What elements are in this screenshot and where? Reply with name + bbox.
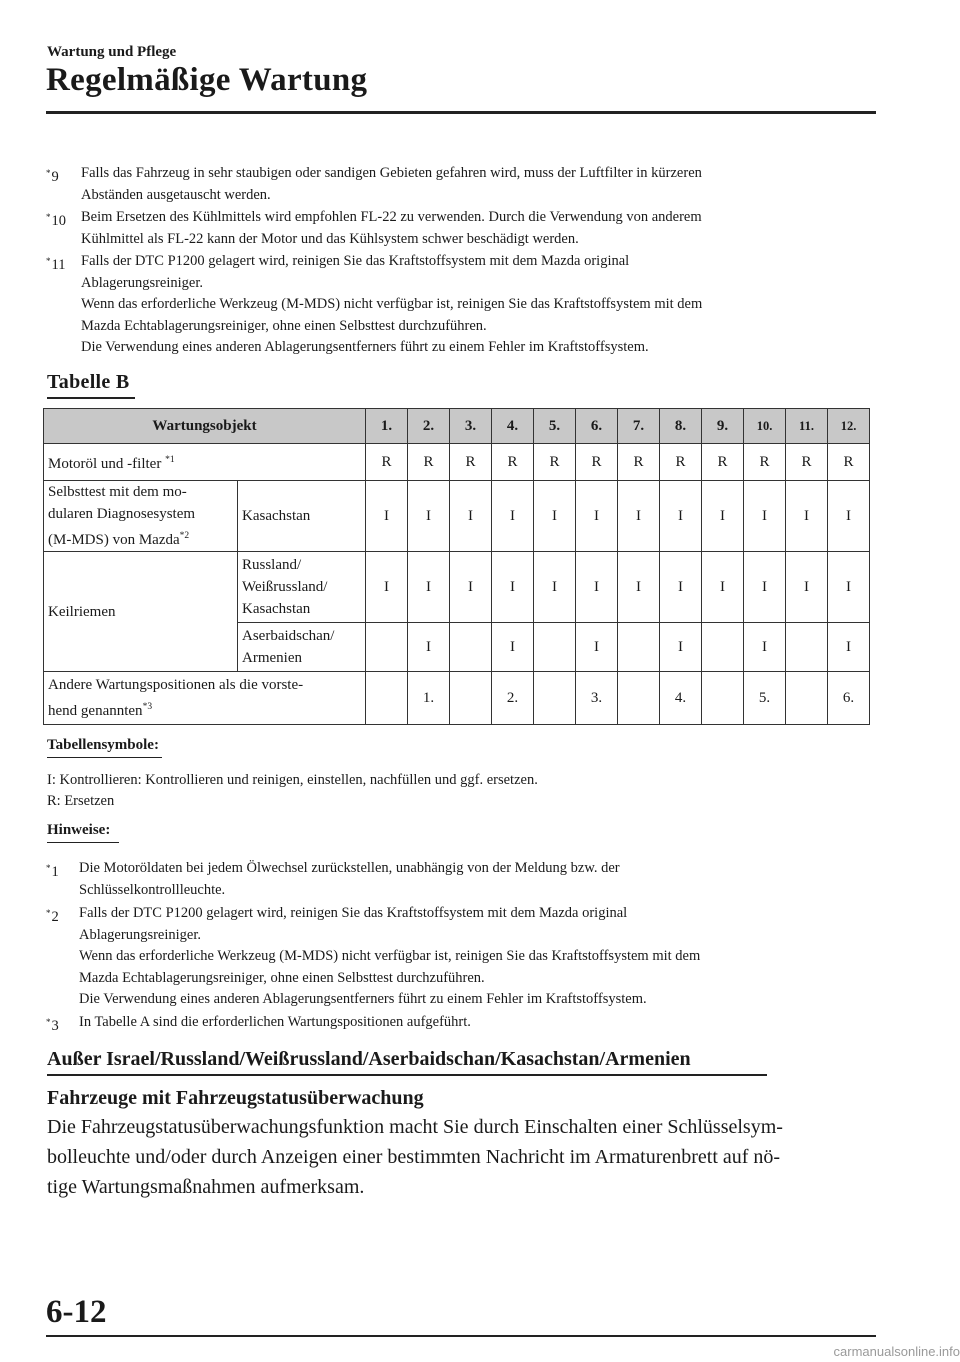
table-cell: I (618, 552, 660, 623)
table-cell: 1. (408, 672, 450, 725)
table-cell: 4. (660, 672, 702, 725)
table-cell (534, 672, 576, 725)
symbols-list: I: Kontrollieren: Kontrollieren und reinigen, einstellen, nachfüllen und ggf. ersetzen. R: Ersetzen (47, 772, 538, 809)
table-header-row (44, 409, 870, 444)
table-cell (786, 623, 828, 672)
table-cell: I (450, 552, 492, 623)
symbols-underline (47, 757, 162, 758)
table-cell: I (744, 552, 786, 623)
header-cell: 10. (744, 409, 786, 444)
table-cell (702, 672, 744, 725)
table-cell (450, 623, 492, 672)
notes-underline (47, 842, 119, 843)
row-label: Selbsttest mit dem mo- dularen Diagnosesystem (M-MDS) von Mazda$^{*2}$ (44, 481, 238, 552)
table-cell: R (492, 444, 534, 481)
table-cell: R (618, 444, 660, 481)
row-label: Motoröl und -filter $^{*1}$ (44, 444, 366, 481)
footnote-10: *10 Beim Ersetzen des Kühlmittels wird empfohlen FL-22 zu verwenden. Durch die Verwendung von anderem Kühlmittel als FL-22 kann der Motor und das Kühlsystem schwer beschädigt werden. (46, 209, 702, 247)
table-cell: I (492, 623, 534, 672)
table-row (44, 552, 870, 623)
table-cell: I (408, 623, 450, 672)
notes-heading: Hinweise: (47, 822, 111, 838)
symbols-heading: Tabellensymbole: (47, 737, 159, 753)
vehicle-paragraph: Die Fahrzeugstatusüberwachungsfunktion macht Sie durch Einschalten einer Schlüsselsym- bolleuchte und/oder durch Anzeigen einer bestimmten Nachricht im Armaturenbrett auf nö- tige Wartungsmaßnahmen aufmerksam. (47, 1116, 783, 1198)
region-heading: Außer Israel/Russland/Weißrussland/Aserbaidschan/Kasachstan/Armenien (47, 1048, 691, 1070)
table-cell: R (408, 444, 450, 481)
table-cell (534, 623, 576, 672)
region-underline (47, 1074, 767, 1076)
page-number: 6-12 (46, 1294, 107, 1330)
table-cell: R (828, 444, 870, 481)
header-cell: 6. (576, 409, 618, 444)
table-cell: I (660, 552, 702, 623)
table-cell: I (786, 481, 828, 552)
table-cell: I (534, 552, 576, 623)
table-b-underline (47, 397, 135, 399)
table-cell: I (534, 481, 576, 552)
footnote-11: *11 Falls der DTC P1200 gelagert wird, reinigen Sie das Kraftstoffsystem mit dem Mazda original Ablagerungsreiniger. Wenn das erforderliche Werkzeug (M-MDS) nicht verfügbar ist, reinigen Sie das Kraftstoffsystem mit dem Mazda Echtablagerungsreiniger, ohne einen Selbsttest durchzuführen. Die Verwendung eines anderen Ablagerungsentferners führt zu einem Fehler im Kraftstoffsystem. (46, 253, 703, 355)
table-cell: 5. (744, 672, 786, 725)
vehicle-heading: Fahrzeuge mit Fahrzeugstatusüberwachung (47, 1087, 424, 1109)
table-cell: I (366, 481, 408, 552)
row-sublabel: Aserbaidschan/ Armenien (238, 623, 366, 672)
table-cell: I (702, 481, 744, 552)
table-cell: I (786, 552, 828, 623)
table-cell: 2. (492, 672, 534, 725)
table-cell (786, 672, 828, 725)
table-cell: R (450, 444, 492, 481)
header-cell: 8. (660, 409, 702, 444)
note-2: *2 Falls der DTC P1200 gelagert wird, reinigen Sie das Kraftstoffsystem mit dem Mazda original Ablagerungsreiniger. Wenn das erforderliche Werkzeug (M-MDS) nicht verfügbar ist, reinigen Sie das Kraftstoffsystem mit dem Mazda Echtablagerungsreiniger, ohne einen Selbsttest durchzuführen. Die Verwendung eines anderen Ablagerungsentferners führt zu einem Fehler im Kraftstoffsystem. (46, 905, 701, 1007)
header-cell: 3. (450, 409, 492, 444)
table-cell: R (660, 444, 702, 481)
table-cell (618, 623, 660, 672)
table-cell: I (450, 481, 492, 552)
table-cell: I (576, 481, 618, 552)
table-cell: I (828, 552, 870, 623)
table-cell: I (744, 623, 786, 672)
table-cell: I (576, 623, 618, 672)
table-cell: I (492, 552, 534, 623)
table-cell: R (534, 444, 576, 481)
table-cell: R (576, 444, 618, 481)
table-row (44, 444, 870, 481)
table-cell (618, 672, 660, 725)
header-cell-label: Wartungsobjekt (44, 409, 366, 444)
row-label: Andere Wartungspositionen als die vorste- hend genannten$^{*3}$ (44, 672, 366, 725)
note-3: *3 In Tabelle A sind die erforderlichen Wartungspositionen aufgeführt. (46, 1014, 471, 1034)
table-cell (366, 623, 408, 672)
header-cell: 9. (702, 409, 744, 444)
header-cell: 2. (408, 409, 450, 444)
table-cell (702, 623, 744, 672)
table-cell: I (576, 552, 618, 623)
footnote-9: *9 Falls das Fahrzeug in sehr staubigen oder sandigen Gebieten gefahren wird, muss der Luftfilter in kürzeren Abständen ausgetauscht werden. (46, 165, 702, 203)
table-cell: R (366, 444, 408, 481)
header-cell: 5. (534, 409, 576, 444)
table-cell: 6. (828, 672, 870, 725)
note-1: *1 Die Motoröldaten bei jedem Ölwechsel zurückstellen, unabhängig von der Meldung bzw. der Schlüsselkontrollleuchte. (46, 860, 620, 898)
table-cell: R (786, 444, 828, 481)
row-sublabel: Russland/ Weißrussland/ Kasachstan (238, 552, 366, 623)
table-cell: I (828, 623, 870, 672)
table-cell: I (744, 481, 786, 552)
table-cell: I (828, 481, 870, 552)
page-rule (46, 1335, 876, 1337)
header-cell: 7. (618, 409, 660, 444)
table-b-heading: Tabelle B (47, 371, 130, 393)
title-rule (46, 111, 876, 114)
table-cell (366, 672, 408, 725)
page-title: Regelmäßige Wartung (46, 62, 368, 98)
table-cell: I (618, 481, 660, 552)
table-cell: I (660, 481, 702, 552)
row-sublabel: Kasachstan (238, 481, 366, 552)
table-cell: I (408, 481, 450, 552)
header-cell: 1. (366, 409, 408, 444)
table-cell: R (702, 444, 744, 481)
table-cell: I (366, 552, 408, 623)
header-cell: 4. (492, 409, 534, 444)
row-label: Keilriemen (44, 552, 238, 672)
header-cell: 11. (786, 409, 828, 444)
table-cell: I (660, 623, 702, 672)
table-row (44, 481, 870, 552)
table-cell: 3. (576, 672, 618, 725)
header-cell: 12. (828, 409, 870, 444)
section-label: Wartung und Pflege (47, 44, 177, 60)
table-cell: I (492, 481, 534, 552)
table-cell: I (702, 552, 744, 623)
table-row (44, 672, 870, 725)
maintenance-table (43, 408, 870, 725)
watermark: carmanualsonline.info (833, 1344, 960, 1359)
table-cell (450, 672, 492, 725)
table-cell: I (408, 552, 450, 623)
table-cell: R (744, 444, 786, 481)
